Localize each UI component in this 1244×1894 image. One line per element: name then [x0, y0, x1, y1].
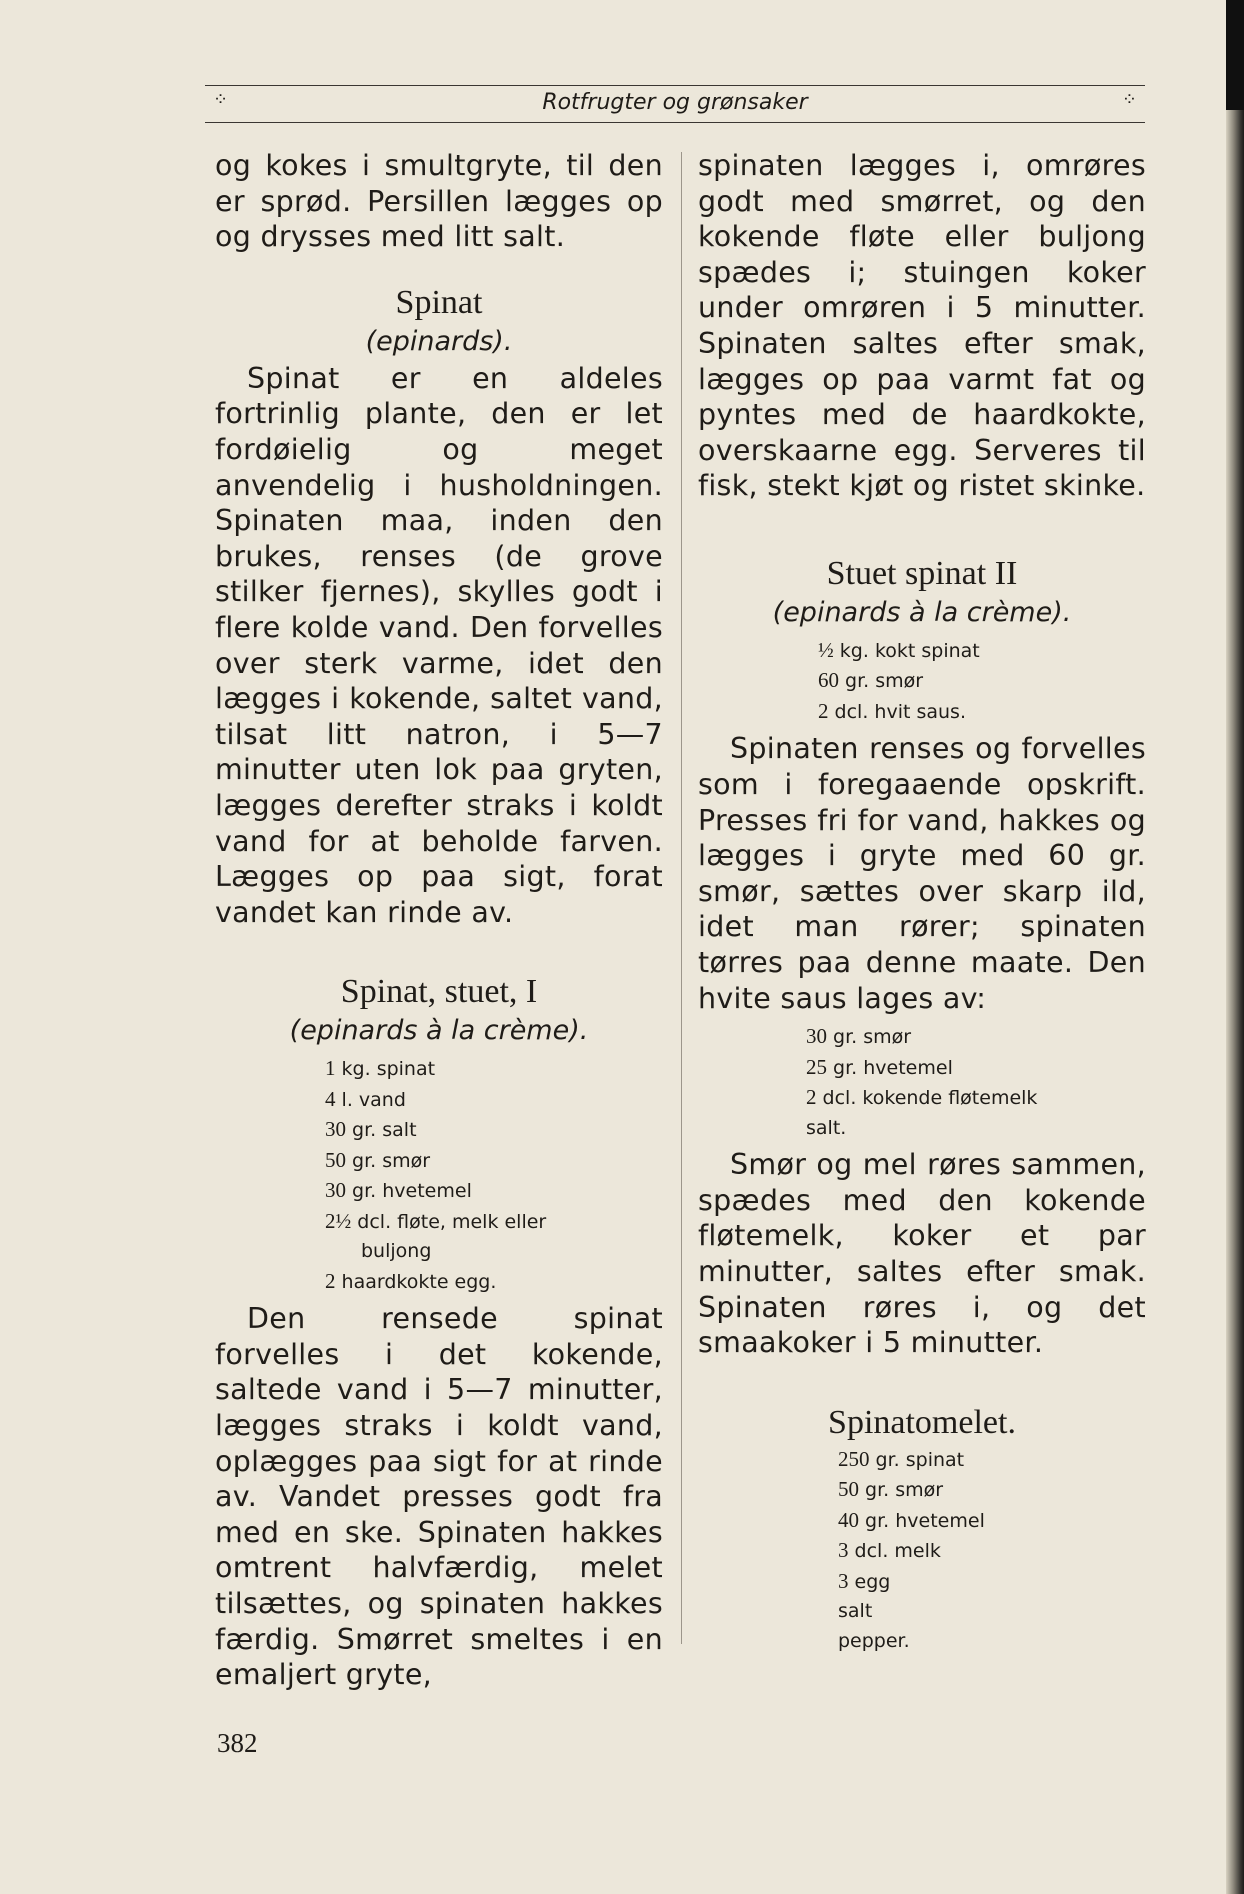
ingredient-item: 50 gr. smør	[325, 1147, 431, 1172]
ingredient-item: pepper.	[838, 1629, 910, 1652]
ingredient-item: 250 gr. spinat	[838, 1446, 965, 1471]
ingredient-item: 50 gr. smør	[838, 1477, 944, 1502]
page-number: 382	[217, 1728, 258, 1758]
book-spine-shadow	[1226, 0, 1244, 110]
ingredient-item: salt.	[806, 1116, 847, 1139]
ingredient-list-omelet	[698, 1445, 1146, 1657]
ingredient-item: 60 gr. smør	[818, 668, 924, 693]
spinat-paragraph: Spinat er en aldeles fortrinlig plante, den er let fordøielig og meget anvendelig i husholdningen. Spinaten maa, inden den brukes, renses (de grove stilker fjernes), skylles godt i flere kolde vand. Den forvelles over sterk varme, idet den lægges i kokende, saltet vand, tilsat litt natron, i 5—7 minutter uten lok paa gryten, lægges derefter straks i koldt vand for at beholde farven. Lægges op paa sigt, forat vandet kan rinde av.	[215, 361, 663, 929]
continued-paragraph: spinaten lægges i, omrøres godt med smørret, og den kokende fløte eller buljong spædes i; stuingen koker under omrøren i 5 minutter. Spinaten saltes efter smak, lægges op paa varmt fat og pyntes med de haardkokte, overskaarne egg. Serveres til fisk, stekt kjøt og ristet skinke.	[698, 149, 1146, 503]
recipe-heading-spinat: Spinat	[395, 283, 483, 321]
ingredient-item: 2 dcl. kokende fløtemelk	[806, 1085, 1038, 1110]
left-column	[215, 148, 663, 1693]
ingredient-item: salt	[838, 1600, 873, 1623]
right-column	[698, 148, 1146, 1656]
ingredient-item: 30 gr. salt	[325, 1117, 417, 1142]
ornament-left-icon: ⁘	[213, 89, 229, 110]
recipe-heading-stuet-2: Stuet spinat II	[826, 554, 1018, 592]
ingredient-item: 30 gr. hvetemel	[325, 1178, 472, 1203]
running-header	[205, 85, 1145, 123]
stuet-1-paragraph: Den rensede spinat forvelles i det kokende, saltede vand i 5—7 minutter, lægges straks i koldt vand, oplægges paa sigt for at rinde av. Vandet presses godt fra med en ske. Spinaten hakkes omtrent halvfærdig, melet tilsættes, og spinaten hakkes færdig. Smørret smeltes i en emaljert gryte,	[215, 1302, 663, 1692]
ingredient-item: 2 haardkokte egg.	[325, 1268, 497, 1293]
ingredient-item: 40 gr. hvetemel	[838, 1507, 985, 1532]
recipe-subheading-stuet-1: (epinards à la crème).	[289, 1015, 589, 1047]
column-divider	[681, 152, 682, 1644]
ingredient-continuation: buljong	[361, 1240, 432, 1263]
ornament-right-icon: ⁘	[1121, 89, 1137, 110]
recipe-heading-stuet-1: Spinat, stuet, I	[340, 973, 538, 1011]
ingredient-list-stuet-1	[215, 1054, 663, 1297]
ingredient-item: 2 dcl. hvit saus.	[818, 698, 966, 723]
ingredient-item: ½ kg. kokt spinat	[818, 637, 980, 662]
ingredient-item: 2½ dcl. fløte, melk eller	[325, 1208, 547, 1233]
ingredient-item: 3 egg	[838, 1568, 891, 1593]
ingredient-item: 4 l. vand	[325, 1086, 406, 1111]
stuet-2-paragraph-1: Spinaten renses og forvelles som i foregaaende opskrift. Presses fri for vand, hakkes og lægges i gryte med 60 gr. smør, sættes over skarp ild, idet man rører; spinaten tørres paa denne maate. Den hvite saus lages av:	[698, 732, 1146, 1015]
book-spine-edge	[1226, 0, 1244, 1894]
recipe-heading-omelet: Spinatomelet.	[828, 1403, 1016, 1441]
ingredient-item: 30 gr. smør	[806, 1024, 912, 1049]
running-header-title: Rotfrugter og grønsaker	[542, 90, 808, 115]
ingredient-list-stuet-2	[698, 636, 1146, 728]
stuet-2-paragraph-2: Smør og mel røres sammen, spædes med den kokende fløtemelk, koker et par minutter, saltes efter smak. Spinaten røres i, og det smaakoker i 5 minutter.	[698, 1148, 1146, 1360]
recipe-subheading-stuet-2: (epinards à la crème).	[772, 596, 1072, 628]
intro-paragraph: og kokes i smultgryte, til den er sprød. Persillen lægges op og drysses med litt salt.	[215, 149, 663, 254]
ingredient-item: 25 gr. hvetemel	[806, 1054, 953, 1079]
ingredient-item: 3 dcl. melk	[838, 1538, 941, 1563]
ingredient-item: 1 kg. spinat	[325, 1056, 436, 1081]
recipe-subheading-spinat: (epinards).	[365, 325, 513, 357]
sauce-ingredient-list	[698, 1022, 1146, 1143]
